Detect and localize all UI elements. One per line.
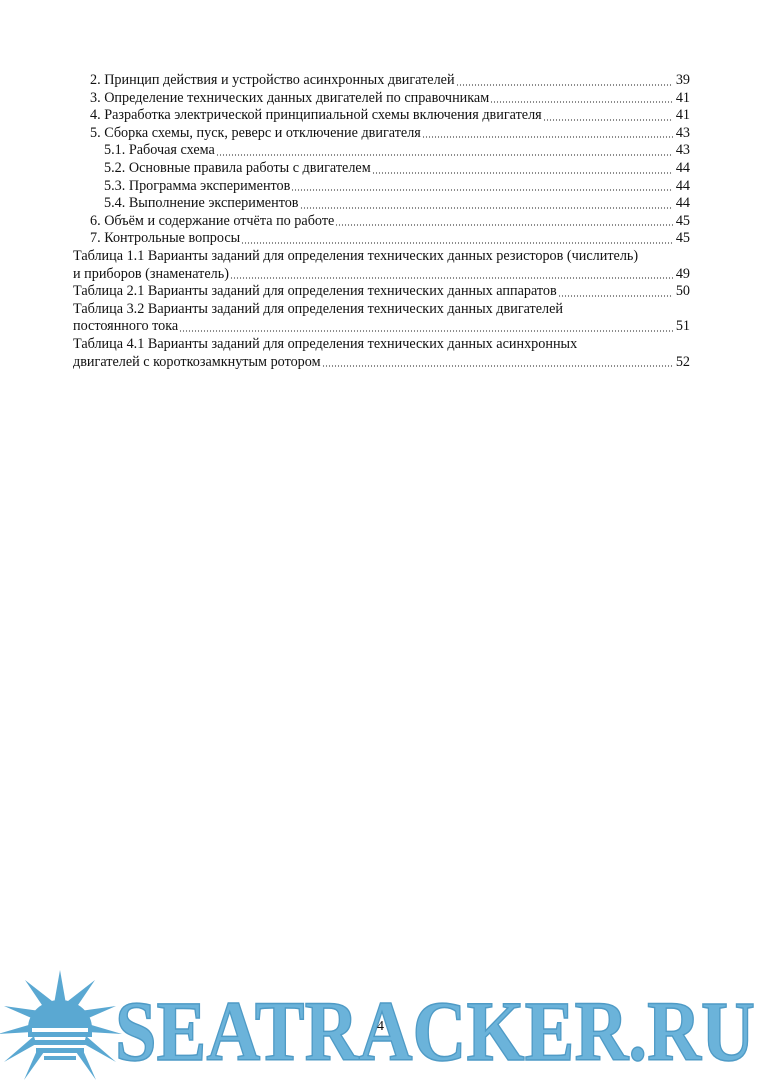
toc-entry-page: 41 [675,107,690,124]
table-of-contents [73,72,690,371]
toc-entry-title-line1: Таблица 4.1 Варианты заданий для определения технических данных асинхронных [73,335,578,352]
toc-entry-page: 44 [675,195,690,212]
toc-entry-last-line [73,266,690,284]
toc-table-entry[interactable] [73,336,690,371]
toc-entry-title: 5.1. Рабочая схема [104,142,215,159]
dot-leader [456,84,673,86]
toc-entry[interactable] [73,178,690,196]
dot-leader [230,277,673,279]
dot-leader [558,295,673,297]
toc-entry[interactable] [73,160,690,178]
dot-leader [179,330,673,332]
dot-leader [322,365,673,367]
toc-entry-title: 3. Определение технических данных двигателей по справочникам [90,89,490,106]
toc-table-entry[interactable] [73,301,690,336]
toc-entry-last-line [73,354,690,372]
toc-entry-title: 5.4. Выполнение экспериментов [104,195,299,212]
toc-entry-page: 41 [675,89,690,106]
toc-entry-title-line1: Таблица 3.2 Варианты заданий для определения технических данных двигателей [73,300,564,317]
toc-entry[interactable] [73,142,690,160]
toc-entry-page: 49 [675,265,690,282]
dot-leader [490,101,673,103]
toc-entry-title: 4. Разработка электрической принципиальной схемы включения двигателя [90,107,542,124]
toc-entry-title-line2: Таблица 2.1 Варианты заданий для определения технических данных аппаратов [73,283,557,300]
dot-leader [300,207,674,209]
dot-leader [335,224,673,226]
toc-entry-page: 44 [675,177,690,194]
toc-entry-page: 51 [675,318,690,335]
toc-entry-page: 44 [675,159,690,176]
toc-entry-title-line2: двигателей с короткозамкнутым ротором [73,353,321,370]
toc-entry[interactable] [73,195,690,213]
toc-entry-page: 43 [675,142,690,159]
dot-leader [216,154,673,156]
toc-table-entry[interactable] [73,248,690,283]
toc-entry-title-line2: и приборов (знаменатель) [73,265,229,282]
toc-entry-page: 50 [675,283,690,300]
toc-entry[interactable] [73,107,690,125]
toc-entry-page: 52 [675,353,690,370]
dot-leader [291,189,673,191]
dot-leader [372,172,673,174]
toc-entry-title: 5.3. Программа экспериментов [104,177,291,194]
toc-entry-title: 7. Контрольные вопросы [90,230,241,247]
toc-entry-title-line2: постоянного тока [73,318,179,335]
watermark-text: SEATRACKER.RU [115,983,755,1079]
sun-wave-logo-icon [0,970,122,1080]
toc-entry[interactable] [73,213,690,231]
toc-entry-title: 6. Объём и содержание отчёта по работе [90,212,335,229]
toc-entry[interactable] [73,230,690,248]
page-number: 4 [377,1019,384,1034]
toc-entry-page: 39 [675,72,690,88]
toc-entry-title: 5.2. Основные правила работы с двигателем [104,159,371,176]
toc-entry-title: 2. Принцип действия и устройство асинхронных двигателей [90,72,455,88]
toc-entry-page: 45 [675,230,690,247]
toc-entry-page: 45 [675,212,690,229]
toc-entry[interactable] [73,72,690,90]
toc-entry[interactable] [73,125,690,143]
toc-table-entry[interactable] [73,283,690,301]
dot-leader [543,119,673,121]
toc-entry-last-line [73,283,690,301]
dot-leader [422,136,673,138]
toc-entry-title-line1: Таблица 1.1 Варианты заданий для определения технических данных резисторов (числитель) [73,247,639,264]
toc-entry-title: 5. Сборка схемы, пуск, реверс и отключение двигателя [90,124,421,141]
toc-entry[interactable] [73,90,690,108]
toc-entry-page: 43 [675,124,690,141]
toc-entry-last-line [73,318,690,336]
dot-leader [241,242,673,244]
